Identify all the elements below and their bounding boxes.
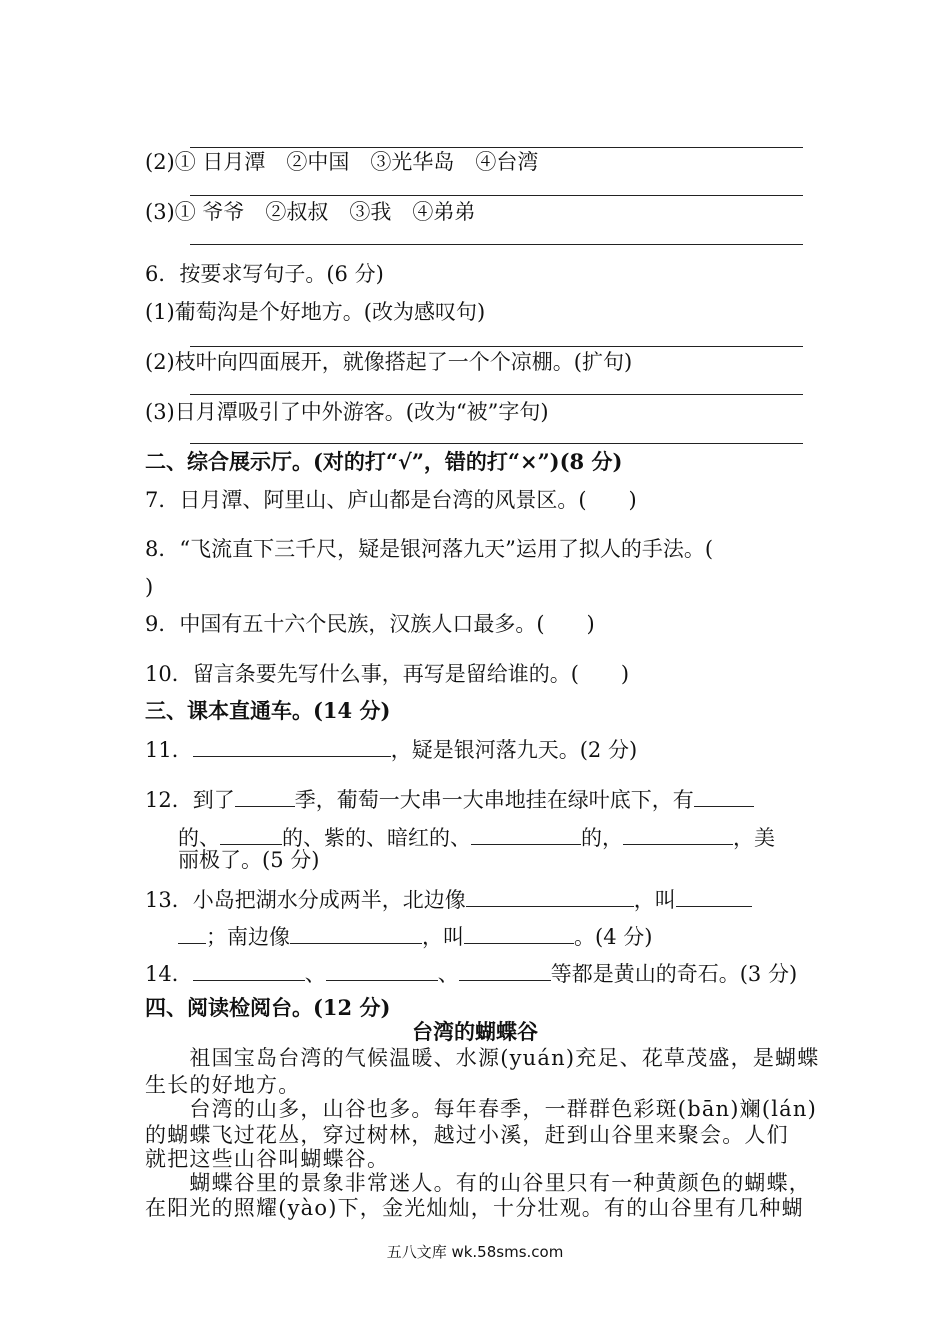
blank[interactable] <box>459 958 551 981</box>
q11-number: 11． <box>145 738 193 762</box>
blank[interactable] <box>193 958 305 981</box>
passage-line: 祖国宝岛台湾的气候温暖、水源(yuán)充足、花草茂盛，是蝴蝶 <box>145 1046 820 1070</box>
q14-text: 、 <box>437 962 459 986</box>
blank[interactable] <box>676 884 752 907</box>
blank[interactable] <box>623 822 733 845</box>
blank[interactable] <box>178 921 206 944</box>
q12-text: 季，葡萄一大串一大串地挂在绿叶底下，有 <box>294 788 694 812</box>
q7: 7．日月潭、阿里山、庐山都是台湾的风景区。( ) <box>145 488 637 512</box>
q6-sentence-1: (1)葡萄沟是个好地方。(改为感叹句) <box>145 300 486 324</box>
passage-line: 台湾的山多，山谷也多。每年春季，一群群色彩斑(bān)斓(lán) <box>145 1097 818 1121</box>
answer-line[interactable] <box>190 443 803 444</box>
footer-watermark: 五八文库 wk.58sms.com <box>386 1243 564 1261</box>
q5-option-2: (2)① 日月潭 ②中国 ③光华岛 ④台湾 <box>145 150 539 174</box>
section-3-heading: 三、课本直通车。(14 分) <box>145 698 391 723</box>
blank[interactable] <box>471 822 581 845</box>
q12-text: 的， <box>581 826 623 850</box>
q6-heading: 6．按要求写句子。(6 分) <box>145 262 384 286</box>
q6-sentence-2: (2)枝叶向四面展开，就像搭起了一个个凉棚。(扩句) <box>145 350 633 374</box>
q10: 10．留言条要先写什么事，再写是留给谁的。( ) <box>145 662 630 686</box>
blank[interactable] <box>466 884 634 907</box>
q14 <box>145 958 797 988</box>
q12-text: 的、紫的、暗红的、 <box>282 826 471 850</box>
answer-line[interactable] <box>190 394 803 395</box>
passage-line: 在阳光的照耀(yào)下，金光灿灿，十分壮观。有的山谷里有几种蝴 <box>145 1196 804 1220</box>
q11-text: ，疑是银河落九天。(2 分) <box>390 738 638 762</box>
q9: 9．中国有五十六个民族，汉族人口最多。( ) <box>145 612 595 636</box>
q12 <box>145 784 754 814</box>
blank[interactable] <box>464 921 574 944</box>
section-4-heading: 四、阅读检阅台。(12 分) <box>145 995 391 1020</box>
passage-line: 生长的好地方。 <box>145 1073 301 1097</box>
section-2-heading: 二、综合展示厅。(对的打“√”，错的打“×”)(8 分) <box>145 449 623 474</box>
passage-title: 台湾的蝴蝶谷 <box>412 1019 538 1044</box>
q12-text: 到了 <box>192 788 235 812</box>
q5-option-3: (3)① 爷爷 ②叔叔 ③我 ④弟弟 <box>145 200 476 224</box>
q14-text: 、 <box>304 962 326 986</box>
answer-line[interactable] <box>190 195 803 196</box>
q13-text: ，叫 <box>422 925 464 949</box>
passage-line: 就把这些山谷叫蝴蝶谷。 <box>145 1147 390 1171</box>
passage-line: 蝴蝶谷里的景象非常迷人。有的山谷里只有一种黄颜色的蝴蝶， <box>145 1171 811 1195</box>
blank[interactable] <box>220 822 282 845</box>
answer-line[interactable] <box>190 244 803 245</box>
q13-text: 小岛把湖水分成两半，北边像 <box>192 888 466 912</box>
q13-text: ；南边像 <box>206 925 290 949</box>
q13-text: ，叫 <box>633 888 676 912</box>
q14-number: 14． <box>145 962 193 986</box>
blank[interactable] <box>326 958 438 981</box>
q12-text: 的、 <box>178 826 220 850</box>
q13-text: 。(4 分) <box>574 925 653 949</box>
blank[interactable] <box>694 784 754 807</box>
answer-line[interactable] <box>190 346 803 347</box>
q12-text: ，美 <box>733 826 775 850</box>
q11 <box>145 734 637 764</box>
blank[interactable] <box>290 921 422 944</box>
q6-sentence-3: (3)日月潭吸引了中外游客。(改为“被”字句) <box>145 400 549 424</box>
q14-text: 等都是黄山的奇石。(3 分) <box>550 962 798 986</box>
passage-line: 的蝴蝶飞过花丛，穿过树林，越过小溪，赶到山谷里来聚会。人们 <box>145 1123 789 1147</box>
q8-end: ) <box>145 575 154 599</box>
q12-number: 12． <box>145 788 193 812</box>
q13-line-2 <box>178 921 652 951</box>
blank[interactable] <box>235 784 295 807</box>
q13-number: 13． <box>145 888 193 912</box>
q8: 8．“飞流直下三千尺，疑是银河落九天”运用了拟人的手法。( <box>145 537 714 561</box>
q13 <box>145 884 752 914</box>
blank[interactable] <box>193 734 391 757</box>
q12-line-3: 丽极了。(5 分) <box>178 848 320 872</box>
